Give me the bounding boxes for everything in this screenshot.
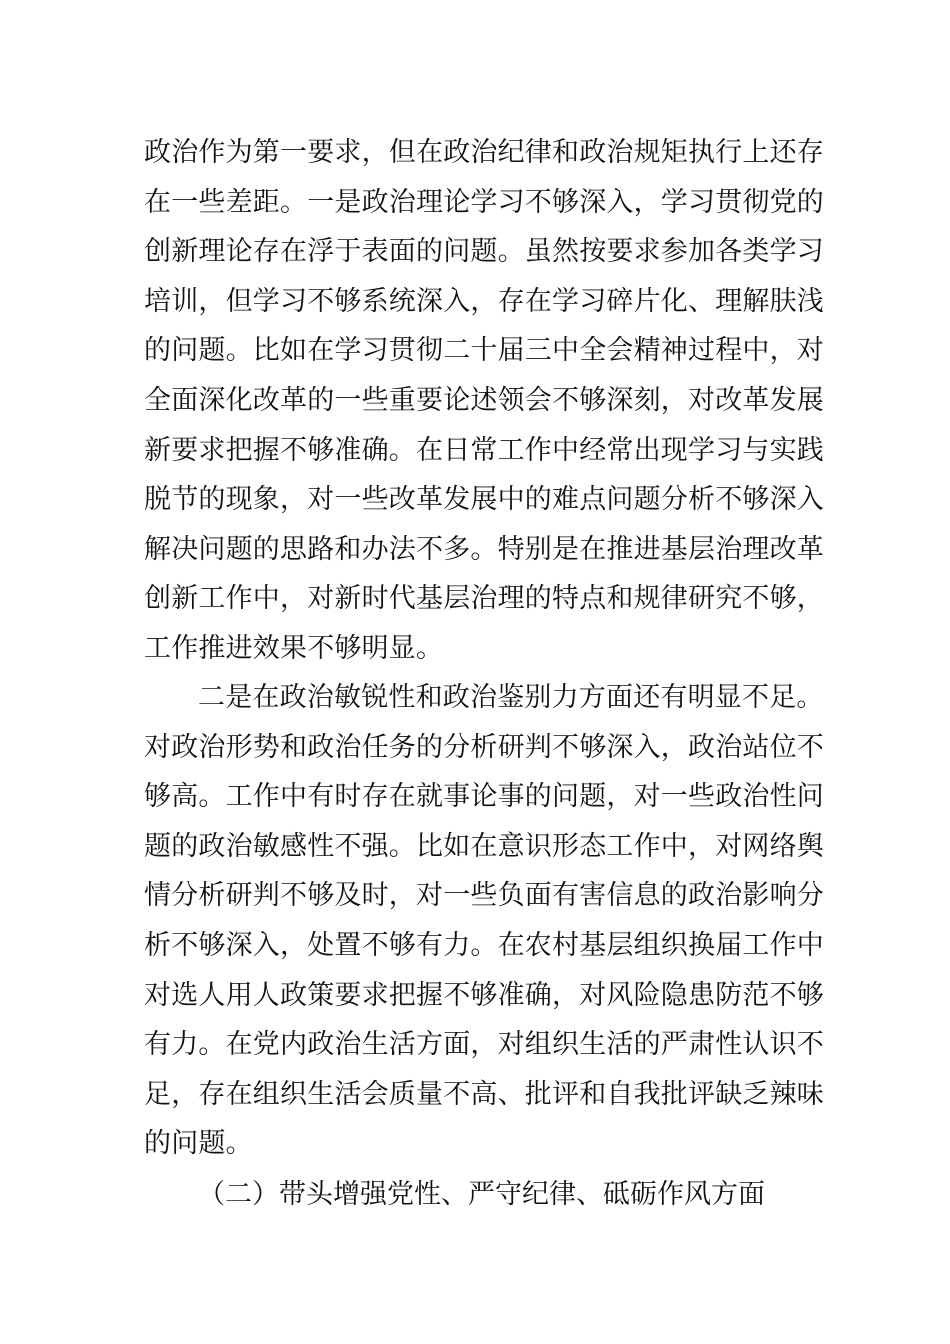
text-line: 的问题。 bbox=[144, 1128, 253, 1160]
text-line: 工作推进效果不够明显。 bbox=[144, 632, 444, 664]
text-line: 析不够深入，处置不够有力。在农村基层组织换届工作中 bbox=[144, 929, 824, 961]
paragraph-political-discipline bbox=[144, 128, 824, 674]
text-line: 创新理论存在浮于表面的问题。虽然按要求参加各类学习 bbox=[144, 236, 824, 268]
text-line: 足，存在组织生活会质量不高、批评和自我批评缺乏辣味 bbox=[144, 1078, 824, 1110]
text-line: 政治作为第一要求，但在政治纪律和政治规矩执行上还存 bbox=[144, 137, 824, 168]
text-line: 脱节的现象，对一些改革发展中的难点问题分析不够深入 bbox=[144, 484, 824, 516]
text-line: 有力。在党内政治生活方面，对组织生活的严肃性认识不 bbox=[144, 1029, 824, 1061]
text-line: 新要求把握不够准确。在日常工作中经常出现学习与实践 bbox=[144, 434, 824, 466]
text-line: 题的政治敏感性不强。比如在意识形态工作中，对网络舆 bbox=[144, 830, 824, 862]
text-line: 对政治形势和政治任务的分析研判不够深入，政治站位不 bbox=[144, 731, 824, 763]
paragraph-political-sensitivity bbox=[144, 673, 824, 1169]
text-line: 对选人用人政策要求把握不够准确，对风险隐患防范不够 bbox=[144, 979, 824, 1011]
text-line: 创新工作中，对新时代基层治理的特点和规律研究不够， bbox=[144, 583, 824, 615]
text-line: 解决问题的思路和办法不多。特别是在推进基层治理改革 bbox=[144, 533, 824, 565]
text-line: 全面深化改革的一些重要论述领会不够深刻，对改革发展 bbox=[144, 384, 824, 416]
text-line: 培训，但学习不够系统深入，存在学习碎片化、理解肤浅 bbox=[144, 285, 824, 317]
text-line: 够高。工作中有时存在就事论事的问题，对一些政治性问 bbox=[144, 781, 824, 813]
text-line: 二是在政治敏锐性和政治鉴别力方面还有明显不足。 bbox=[198, 682, 824, 713]
section-heading: （二）带头增强党性、严守纪律、砥砺作风方面 bbox=[198, 1179, 765, 1210]
text-line: 情分析研判不够及时，对一些负面有害信息的政治影响分 bbox=[144, 880, 824, 912]
text-line: 在一些差距。一是政治理论学习不够深入，学习贯彻党的 bbox=[144, 186, 824, 218]
text-line: 的问题。比如在学习贯彻二十届三中全会精神过程中，对 bbox=[144, 335, 824, 367]
